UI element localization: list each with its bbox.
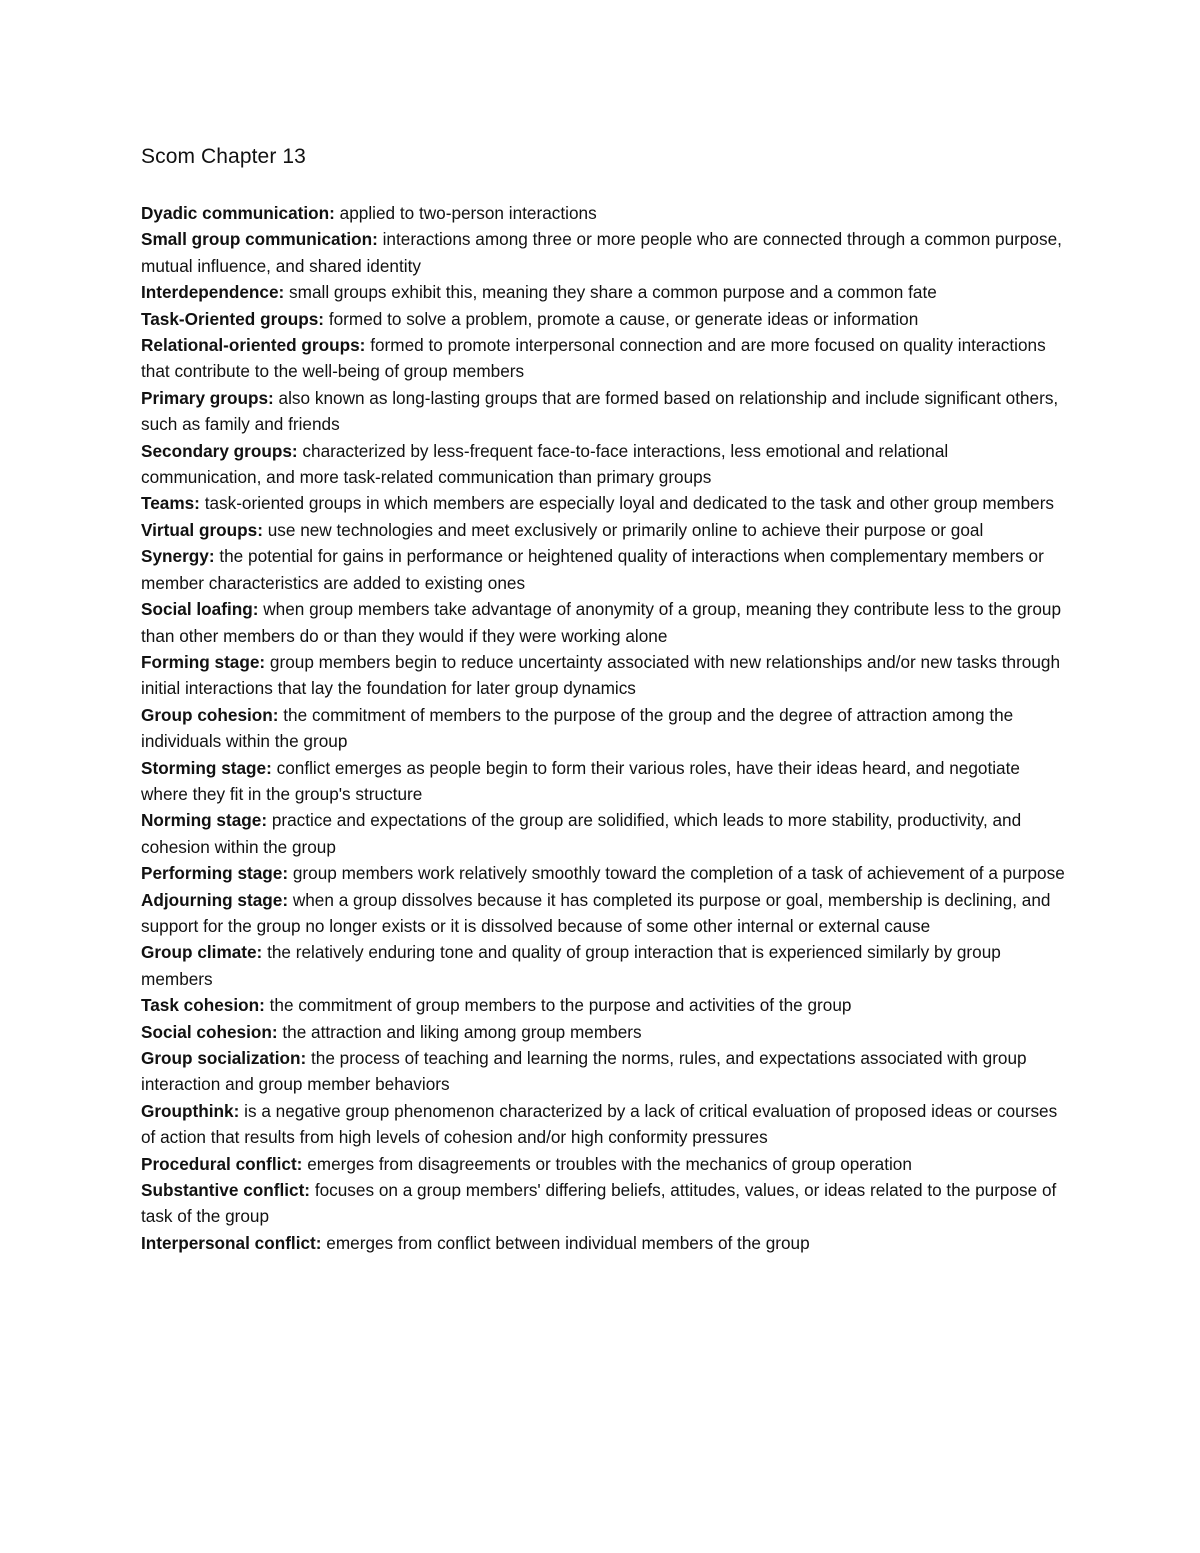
glossary-definition: is a negative group phenomenon characterized by a lack of critical evaluation of proposed ideas or courses of action that results from high levels of cohesion and/or high conformity pressures xyxy=(141,1100,1058,1148)
glossary-entry xyxy=(141,438,1066,491)
glossary-definition: emerges from conflict between individual members of the group xyxy=(326,1232,810,1253)
glossary-entry xyxy=(141,385,1066,438)
glossary-entry xyxy=(141,807,1066,860)
glossary-definition: the commitment of group members to the purpose and activities of the group xyxy=(269,995,852,1016)
glossary-definition: small groups exhibit this, meaning they share a common purpose and a common fate xyxy=(289,282,937,303)
glossary-definition: characterized by less-frequent face-to-face interactions, less emotional and relational communication, and more task-related communication than primary groups xyxy=(141,440,949,488)
glossary-term: Task cohesion: xyxy=(141,995,265,1016)
glossary-term: Storming stage: xyxy=(141,757,272,778)
glossary-entry xyxy=(141,332,1066,385)
document-title: Scom Chapter 13 xyxy=(141,145,306,168)
glossary-term: Performing stage: xyxy=(141,863,289,884)
glossary-definition: also known as long-lasting groups that are formed based on relationship and include significant others, such as family and friends xyxy=(141,387,1059,435)
glossary-entry xyxy=(141,992,1066,1018)
glossary-definition: formed to solve a problem, promote a cause, or generate ideas or information xyxy=(328,308,919,329)
glossary-entry xyxy=(141,1230,1066,1256)
glossary-definition: the process of teaching and learning the norms, rules, and expectations associated with group interaction and group member behaviors xyxy=(141,1048,1027,1095)
glossary-term: Primary groups: xyxy=(141,387,274,408)
glossary-entry xyxy=(141,226,1066,279)
glossary-term: Teams: xyxy=(141,493,200,514)
glossary-entry xyxy=(141,887,1066,940)
glossary-entry xyxy=(141,1151,1066,1177)
glossary-entry xyxy=(141,596,1066,649)
glossary-entry xyxy=(141,279,1066,305)
glossary-entry xyxy=(141,200,1066,226)
glossary-term: Interpersonal conflict: xyxy=(141,1232,322,1253)
glossary-definition: the relatively enduring tone and quality of group interaction that is experienced similarly by group members xyxy=(141,942,1001,989)
glossary-definition: group members begin to reduce uncertainty associated with new relationships and/or new tasks through initial interactions that lay the foundation for later group dynamics xyxy=(141,651,1061,699)
glossary-entry xyxy=(141,1177,1066,1230)
glossary-term: Substantive conflict: xyxy=(141,1180,311,1201)
glossary-term: Groupthink: xyxy=(141,1100,240,1121)
glossary-definition: focuses on a group members' differing beliefs, attitudes, values, or ideas related to the purpose of task of the group xyxy=(141,1180,1057,1227)
glossary-entry xyxy=(141,939,1066,992)
glossary-term: Dyadic communication: xyxy=(141,203,335,223)
glossary-definition: formed to promote interpersonal connection and are more focused on quality interactions that contribute to the well-being of group members xyxy=(141,335,1046,382)
glossary-definition: task-oriented groups in which members are especially loyal and dedicated to the task and other group members xyxy=(204,493,1055,514)
glossary-term: Forming stage: xyxy=(141,651,266,672)
glossary-definition: use new technologies and meet exclusively or primarily online to achieve their purpose or goal xyxy=(267,519,984,540)
glossary-definition: group members work relatively smoothly toward the completion of a task of achievement of a purpose xyxy=(292,863,1065,884)
glossary-entry xyxy=(141,860,1066,886)
glossary-term: Small group communication: xyxy=(141,229,378,250)
glossary-term: Adjourning stage: xyxy=(141,889,289,910)
glossary-definition: emerges from disagreements or troubles with the mechanics of group operation xyxy=(307,1153,912,1174)
glossary-entry xyxy=(141,755,1066,808)
glossary-definition: when group members take advantage of anonymity of a group, meaning they contribute less to the group than other members do or than they would if they were working alone xyxy=(141,599,1062,646)
glossary-definition: the potential for gains in performance or heightened quality of interactions when complementary members or member characteristics are added to existing ones xyxy=(141,546,1044,593)
glossary-definition: conflict emerges as people begin to form their various roles, have their ideas heard, and negotiate where they fit in the group's structure xyxy=(141,757,1020,804)
glossary-term: Social loafing: xyxy=(141,599,259,620)
glossary-entry xyxy=(141,490,1066,516)
glossary-term: Norming stage: xyxy=(141,810,268,831)
glossary-entry xyxy=(141,1045,1066,1098)
glossary-entry xyxy=(141,1019,1066,1045)
glossary-term: Social cohesion: xyxy=(141,1021,278,1042)
glossary-term: Group climate: xyxy=(141,942,263,963)
glossary-term: Procedural conflict: xyxy=(141,1153,303,1174)
glossary-definition: practice and expectations of the group are solidified, which leads to more stability, productivity, and cohesion within the group xyxy=(141,810,1022,857)
glossary-definition: the commitment of members to the purpose of the group and the degree of attraction among the individuals within the group xyxy=(141,704,1014,752)
glossary-entry xyxy=(141,543,1066,596)
glossary-definition: interactions among three or more people who are connected through a common purpose, mutual influence, and shared identity xyxy=(141,229,1062,276)
glossary-definition: applied to two-person interactions xyxy=(339,203,597,223)
glossary-term: Synergy: xyxy=(141,546,215,567)
glossary-entry xyxy=(141,702,1066,755)
glossary-term: Secondary groups: xyxy=(141,440,298,461)
glossary-definition: when a group dissolves because it has completed its purpose or goal, membership is declining, and support for the group no longer exists or it is dissolved because of some other internal or external cause xyxy=(141,889,1051,936)
glossary-term: Group socialization: xyxy=(141,1048,307,1068)
glossary-entry xyxy=(141,517,1066,543)
glossary-term: Relational-oriented groups: xyxy=(141,335,366,356)
glossary-term: Task-Oriented groups: xyxy=(141,308,325,329)
glossary-term: Virtual groups: xyxy=(141,519,263,540)
glossary-entry xyxy=(141,649,1066,702)
glossary-term: Group cohesion: xyxy=(141,704,279,725)
glossary-list xyxy=(141,200,1066,1256)
glossary-definition: the attraction and liking among group members xyxy=(282,1021,642,1042)
glossary-entry xyxy=(141,1098,1066,1151)
glossary-term: Interdependence: xyxy=(141,282,285,303)
glossary-entry xyxy=(141,306,1066,332)
